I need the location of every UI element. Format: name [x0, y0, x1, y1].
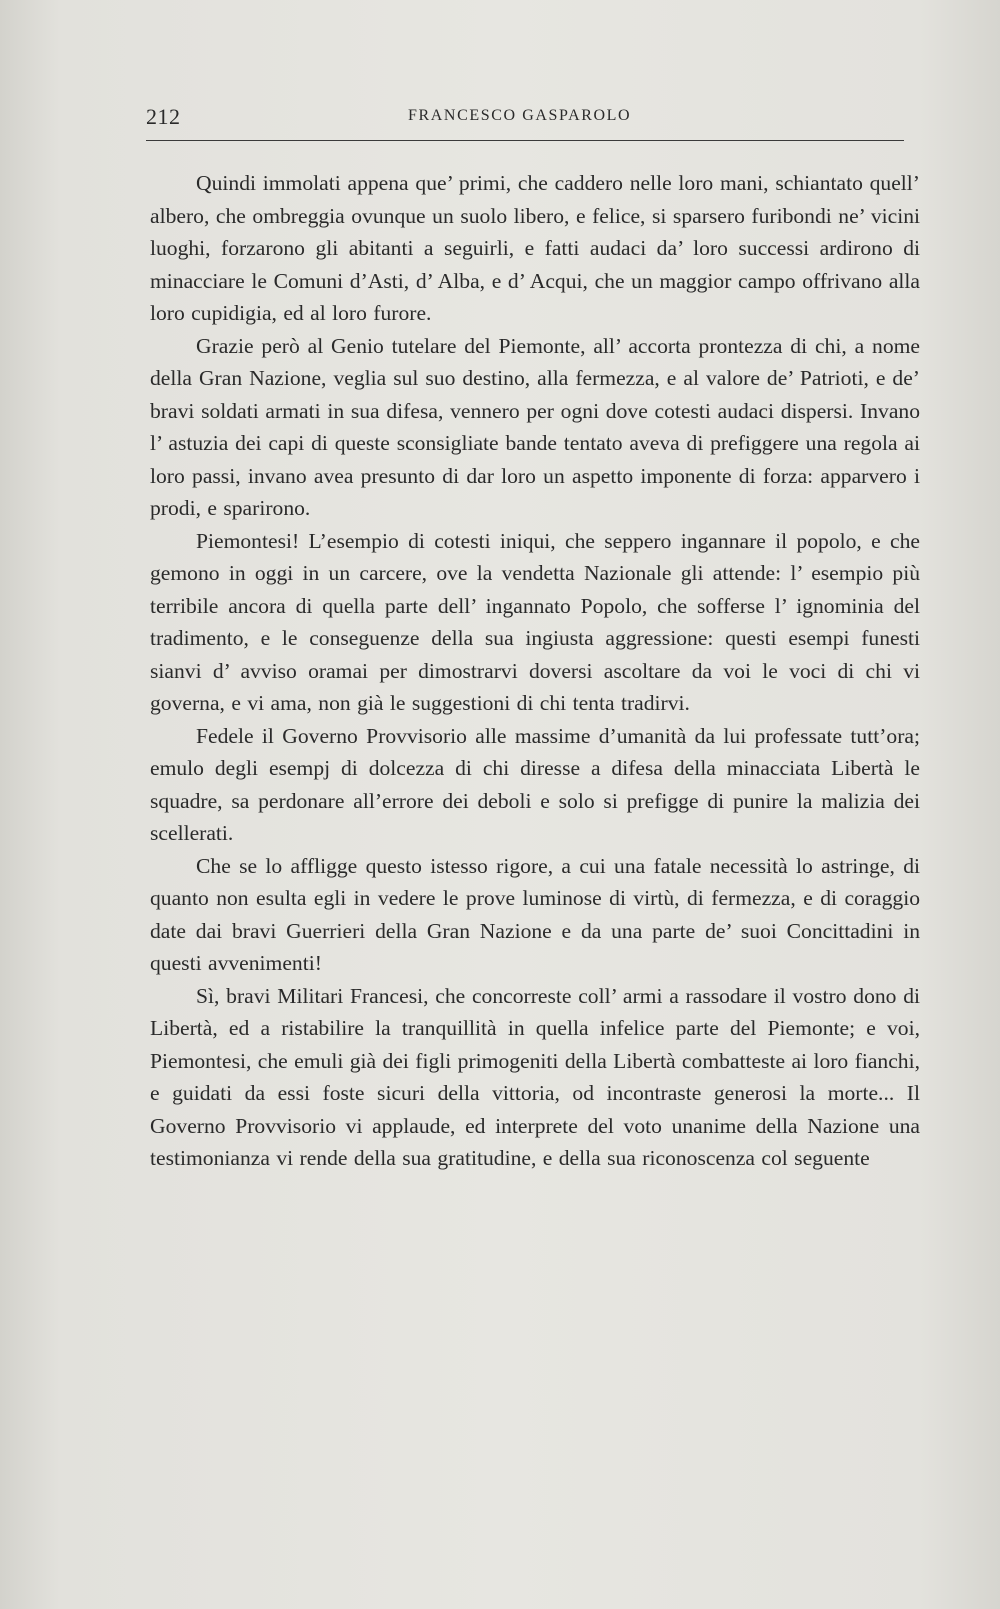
- running-head: FRANCESCO GASPAROLO: [408, 107, 632, 124]
- paragraph: Piemontesi! L’esempio di cotesti iniqui, che seppero ingannare il popolo, e che gemono in oggi in un carcere, ove la vendetta Nazionale gli attende: l’ esempio più terribile ancora di quella parte dell’ ingannato Popolo, che sofferse l’ ignominia del tradimento, e le conseguenze della sua ingiusta aggressione: questi esempi funesti sianvi d’ avviso oramai per dimostrarvi doversi ascoltare da voi le voci di chi vi governa, e vi ama, non già le suggestioni di chi tenta tradirvi.: [150, 528, 920, 715]
- page-number: 212: [146, 104, 181, 129]
- paragraph: Fedele il Governo Provvisorio alle massime d’umanità da lui professate tutt’ora; emulo degli esempj di dolcezza di chi diresse a difesa della minacciata Libertà le squadre, sa perdonare all’errore dei deboli e solo si prefigge di punire la malizia dei scellerati.: [150, 723, 920, 845]
- page-header: [146, 104, 904, 134]
- paragraph: Sì, bravi Militari Francesi, che concorreste coll’ armi a rassodare il vostro dono di Libertà, ed a ristabilire la tranquillità in quella infelice parte del Piemonte; e voi, Piemontesi, che emuli già dei figli primogeniti della Libertà combatteste ai loro fianchi, e guidati da essi foste sicuri della vittoria, od incontraste generosi la morte... Il Governo Provvisorio vi applaude, ed interprete del voto unanime della Nazione una testimonianza vi rende della sua gratitudine, e della sua riconoscenza col seguente: [150, 983, 920, 1170]
- paragraph: Che se lo affligge questo istesso rigore, a cui una fatale necessità lo astringe, di quanto non esulta egli in vedere le prove luminose di virtù, di fermezza, e di coraggio date dai bravi Guerrieri della Gran Nazione e da una parte de’ suoi Concittadini in questi avvenimenti!: [150, 853, 920, 975]
- header-rule: [146, 140, 904, 141]
- paragraph: Quindi immolati appena que’ primi, che caddero nelle loro mani, schiantato quell’ albero, che ombreggia ovunque un suolo libero, e felice, si sparsero furibondi ne’ vicini luoghi, forzarono gli abitanti a seguirli, e fatti audaci da’ loro successi ardirono di minacciare le Comuni d’Asti, d’ Alba, e d’ Acqui, che un maggior campo offrivano alla loro cupidigia, ed al loro furore.: [150, 171, 920, 325]
- paragraph: Grazie però al Genio tutelare del Piemonte, all’ accorta prontezza di chi, a nome della Gran Nazione, veglia sul suo destino, alla fermezza, e al valore de’ Patrioti, e de’ bravi soldati armati in sua difesa, vennero per ogni dove cotesti audaci dispersi. Invano l’ astuzia dei capi di queste sconsigliate bande tentato aveva di prefiggere una regola ai loro passi, invano avea presunto di dar loro un aspetto imponente di forza: apparvero i prodi, e sparirono.: [150, 333, 920, 520]
- body-text: [150, 167, 920, 1175]
